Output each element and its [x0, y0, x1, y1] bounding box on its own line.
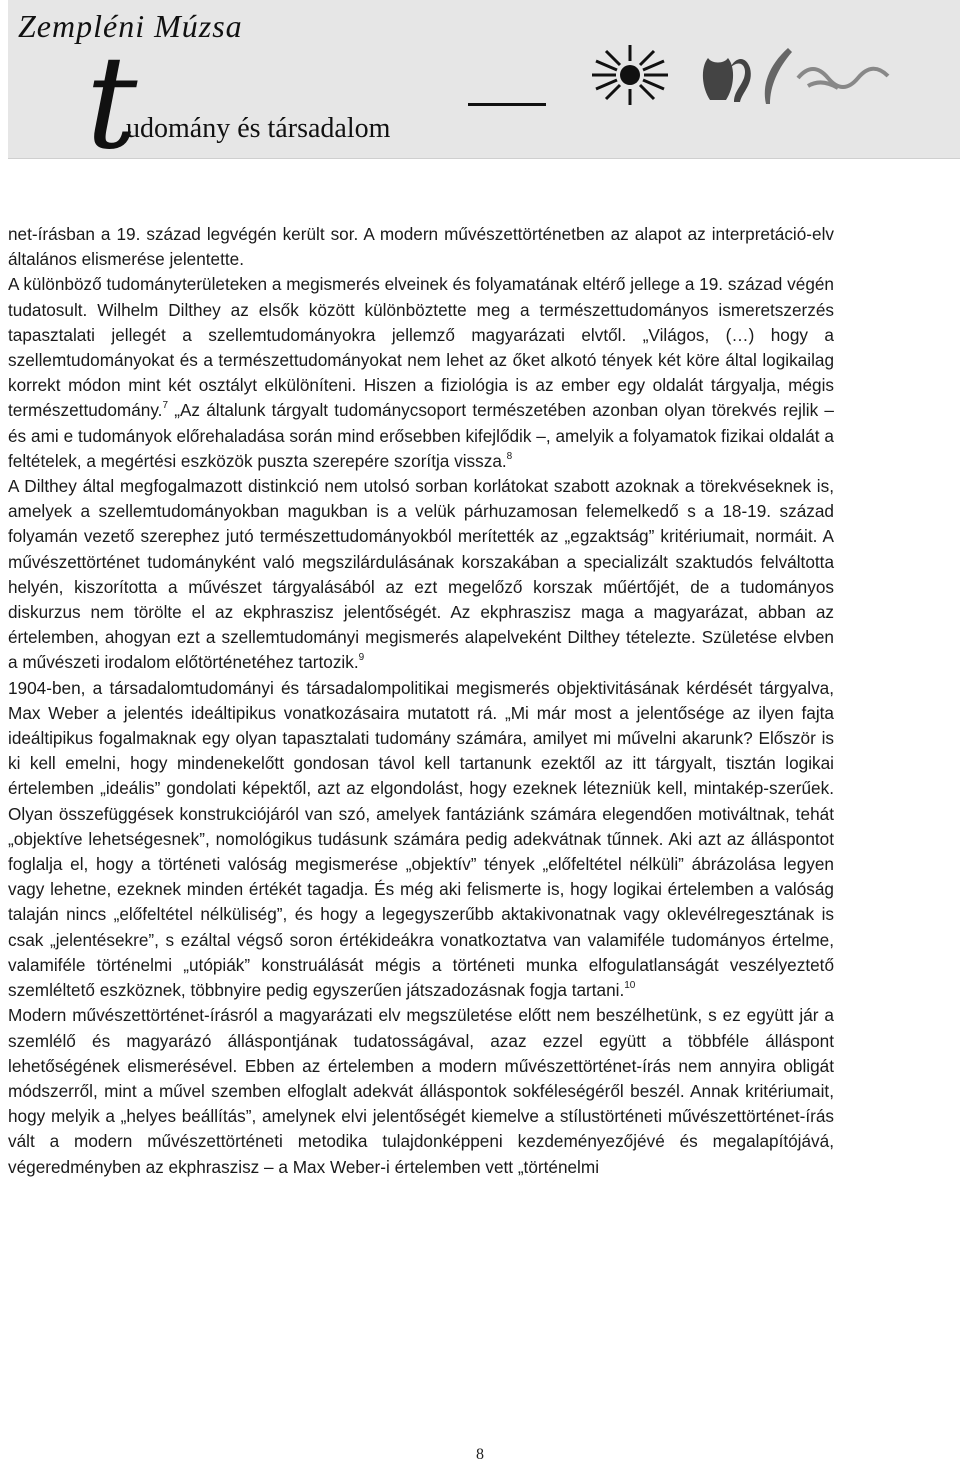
- journal-title: Zempléni Múzsa: [18, 8, 243, 44]
- footnote-marker: 8: [506, 450, 513, 462]
- paragraph-text: Modern művészettörténet-írásról a magyarázati elv megszületése előtt nem beszélhetünk, s ez együtt jár a szemlélő és magyarázó álláspontjának tudatosságával, azaz ezzel együtt a többféle álláspont lehetőségének elismerésével. Ebben az értelemben a modern művészettörténet-írás nem annyira obligát módszerről, mint a művel szemben elfoglalt adekvát álláspontok sokféleségéről beszél. Annak kritériumait, hogy melyik a „helyes beállítás”, amelynek elvi jelentőségét kiemelve a stílustörténeti művészettörténet-írás vált a modern művészettörténeti metodika tulajdonképpeni kezdeményezőjévé és megalapítójává, végeredményben az ekphraszisz – a Max Weber-i értelemben vett „történelmi: [8, 1005, 834, 1177]
- page-header: [8, 0, 960, 178]
- header-ornaments-icon: [588, 40, 948, 110]
- footnote-marker: 7: [162, 400, 168, 412]
- paragraph: [8, 222, 834, 272]
- footnote-marker: 10: [624, 980, 636, 992]
- page-number: 8: [476, 1446, 484, 1463]
- paragraph: [8, 1003, 834, 1179]
- paragraph-text: A különböző tudományterületeken a megismerés elveinek és folyamatának eltérő jellege a 19. század végén tudatosult. Wilhelm Dilthey az elsők között különböztette meg a természettudományos ismeretszerzés tapasztalati jellegét a szellemtudományokra jellemző magyarázati elvtől. „Világos, (…) hogy a szellemtudományokat és a természettudományokat nem lehet az őket alkotó tények két köre által logikailag korrekt módon mint két osztályt elkülöníteni. Hiszen a fiziológia is az ember egy oldalát tárgyalja, mégis természettudomány.: [8, 274, 834, 421]
- paragraph-text: A Dilthey által megfogalmazott distinkció nem utolsó sorban korlátokat szabott azoknak a törekvéseknek is, amelyek a szellemtudományokban magukban is a velük párhuzamosan felemelkedő s a 18-19. század folyamán vezető szerephez jutó természettudományokból merítették az „egzaktság” kritériumait, normáit. A művészettörténet tudományként való megszilárdulásának korszakában a specializált szaktudós felváltotta helyén, kiszorította a művészet tárgyalásából az ezt megelőző korszak műértőjét, de a tudományos diskurzus nem törölte el az ekphraszisz jelentőségét. Az ekphraszisz maga a magyarázat, abban az értelemben, ahogyan ezt a szellemtudományi megismerés alapelveként Dilthey tételezte. Születése elvben a művészeti irodalom előtörténetéhez tartozik.: [8, 476, 834, 673]
- paragraph-text: „Az általunk tárgyalt tudománycsoport természetében azonban olyan törekvés rejlik – és ami e tudományok előrehaladása során mind erősebben kifejlődik –, amelyik a folyamatok fizikai oldalát a feltételek, a megértési eszközök puszta szerepére szorítja vissza.: [8, 400, 834, 471]
- article-body: [8, 222, 834, 1180]
- paragraph: [8, 676, 834, 1004]
- paragraph-text: 1904-ben, a társadalomtudományi és társadalompolitikai megismerés objektivitásának kérdését tárgyalva, Max Weber a jelentés ideáltipikus vonatkozásaira mutatott rá. „Mi már most a jelentősége az ilyen fajta ideáltipikus fogalmaknak egy olyan tapasztalati tudomány számára, amilyet mi művelni akarunk? Először is ki kell emelni, hogy mindenekelőtt gondosan távol kell tartanunk ezektől az itt tárgyalt, tisztán logikai értelemben „ideális” gondolati képektől, azt az elgondolást, hogy ezeknek létezniük kell, mintakép-szerűek. Olyan összefüggések konstrukciójáról van szó, amelyek fantáziánk számára elegendően motiváltnak, tehát „objektíve lehetségesnek”, nomológikus tudásunk számára pedig adekvátnak tűnnek. Aki azt az álláspontot foglalja el, hogy a történeti valóság megismerése „objektív” tények „előfeltétel nélküli” ábrázolása legyen vagy lehetne, ezeknek minden értékét tagadja. És még aki felismerte is, hogy logikai értelemben a valóság talaján nincs „előfeltétel nélküliség”, és hogy a legegyszerűbb aktakivonatnak vagy oklevélregesztának is csak „jelentésekre”, s ezáltal végső soron értékideákra vonatkoztatva van valamiféle tudományos értelme, valamiféle történelmi „utópiák” konstruálását mégis a történeti munka elfogulatlanságát veszélyeztető szemléltető eszköznek, többnyire pedig egyszerűen játszadozásnak fogja tartani.: [8, 677, 834, 1001]
- paragraph: [8, 474, 834, 676]
- section-title: udomány és társadalom: [126, 113, 391, 144]
- section-initial-letter: t: [86, 29, 138, 178]
- header-rule: [468, 103, 546, 106]
- footnote-marker: 9: [358, 652, 365, 664]
- paragraph-text: net-írásban a 19. század legvégén került sor. A modern művészettörténetben az alapot az interpretáció-elv általános elismerése jelentette.: [8, 224, 834, 270]
- paragraph: [8, 272, 834, 474]
